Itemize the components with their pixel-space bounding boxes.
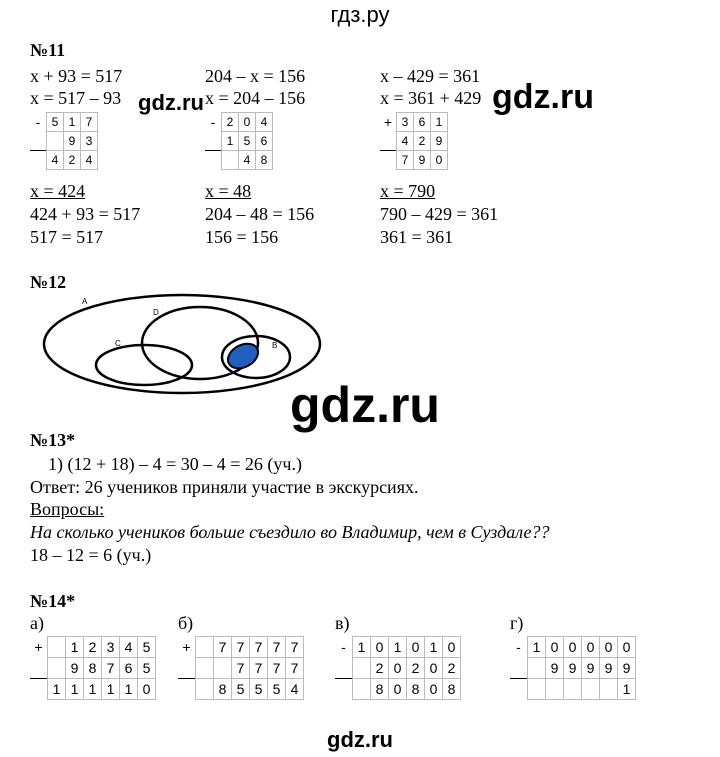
digit-cell	[48, 637, 66, 658]
digit-cell	[48, 658, 66, 679]
digit-cell: 5	[138, 658, 156, 679]
label-a: A	[82, 297, 88, 306]
digit-cell: 7	[268, 658, 286, 679]
digit-cell: 1	[64, 113, 81, 132]
digit-cell	[564, 679, 582, 700]
digit-cell: 7	[397, 151, 414, 170]
part-g-label: г)	[510, 613, 524, 633]
digit-cell: 4	[239, 151, 256, 170]
digit-cell	[353, 679, 371, 700]
digit-cell: 1	[528, 637, 546, 658]
watermark: gdz.ru	[327, 727, 393, 752]
digit-cell: 9	[66, 658, 84, 679]
minus-sign: -	[35, 114, 41, 130]
digit-cell: 6	[256, 132, 273, 151]
digit-cell	[582, 679, 600, 700]
digit-cell: 0	[443, 637, 461, 658]
check-3-line-2: 361 = 361	[380, 227, 454, 247]
digit-cell	[546, 679, 564, 700]
column-addition-3	[380, 112, 448, 170]
part-a-label: а)	[30, 613, 44, 633]
label-b: B	[272, 341, 278, 350]
column-subtraction-1	[30, 112, 98, 170]
digit-cell: 1	[120, 679, 138, 700]
digit-cell: 7	[214, 637, 232, 658]
digit-cell	[196, 679, 214, 700]
digit-cell: 9	[64, 132, 81, 151]
digit-cell: 3	[102, 637, 120, 658]
digit-cell: 4	[120, 637, 138, 658]
part-v-label: в)	[335, 613, 350, 633]
minus-sign: -	[341, 639, 346, 655]
digit-cell	[47, 132, 64, 151]
digit-cell: 0	[407, 637, 425, 658]
task-14-number: №14*	[30, 591, 76, 611]
digit-cell: 0	[425, 658, 443, 679]
digit-cell: 1	[102, 679, 120, 700]
digit-cell	[528, 658, 546, 679]
digit-cell: 1	[431, 113, 448, 132]
eq-1-line-2: x = 517 – 93	[30, 88, 122, 108]
digit-cell: 2	[407, 658, 425, 679]
digit-cell: 0	[389, 679, 407, 700]
watermark: gdz.ru	[492, 78, 594, 116]
digit-cell: 2	[443, 658, 461, 679]
digit-cell: 4	[397, 132, 414, 151]
column-addition-b	[178, 636, 304, 700]
column-addition-a	[30, 636, 156, 700]
digit-cell: 0	[239, 113, 256, 132]
digit-cell: 9	[431, 132, 448, 151]
digit-cell	[528, 679, 546, 700]
digit-cell: 8	[214, 679, 232, 700]
digit-cell: 4	[47, 151, 64, 170]
digit-cell: 1	[66, 679, 84, 700]
digit-cell: 5	[232, 679, 250, 700]
answer-2: x = 48	[205, 181, 252, 201]
digit-cell: 1	[618, 679, 636, 700]
digit-cell: 5	[250, 679, 268, 700]
digit-cell: 8	[371, 679, 389, 700]
digit-cell: 4	[256, 113, 273, 132]
answer-1: x = 424	[30, 181, 86, 201]
digit-cell	[196, 637, 214, 658]
digit-cell: 0	[425, 679, 443, 700]
digit-cell: 5	[138, 637, 156, 658]
digit-cell: 9	[414, 151, 431, 170]
digit-cell: 8	[443, 679, 461, 700]
digit-cell: 9	[618, 658, 636, 679]
check-2-line-1: 204 – 48 = 156	[205, 204, 315, 224]
digit-cell: 1	[84, 679, 102, 700]
digit-cell: 3	[81, 132, 98, 151]
digit-cell: 5	[268, 679, 286, 700]
eq-1-line-1: x + 93 = 517	[30, 66, 123, 86]
digit-cell: 3	[397, 113, 414, 132]
digit-cell: 2	[414, 132, 431, 151]
digit-cell: 1	[222, 132, 239, 151]
eq-3-line-1: x – 429 = 361	[380, 66, 481, 86]
digit-cell: 0	[371, 637, 389, 658]
check-2-line-2: 156 = 156	[205, 227, 279, 247]
digit-cell: 2	[371, 658, 389, 679]
digit-cell	[196, 658, 214, 679]
solution-line: 1) (12 + 18) – 4 = 30 – 4 = 26 (уч.)	[48, 454, 302, 474]
minus-sign: -	[210, 114, 216, 130]
digit-cell: 7	[232, 658, 250, 679]
plus-sign: +	[34, 639, 43, 655]
digit-cell: 0	[431, 151, 448, 170]
digit-cell: 1	[425, 637, 443, 658]
digit-cell: 7	[250, 637, 268, 658]
digit-cell: 7	[286, 637, 304, 658]
digit-cell: 1	[389, 637, 407, 658]
digit-cell	[600, 679, 618, 700]
label-d: D	[153, 308, 159, 317]
task-13-number: №13*	[30, 430, 76, 450]
page-header: гдз.ру	[330, 2, 390, 27]
column-subtraction-2	[205, 112, 273, 170]
digit-cell: 0	[138, 679, 156, 700]
plus-sign: +	[182, 639, 191, 655]
digit-cell: 0	[582, 637, 600, 658]
label-c: C	[115, 339, 121, 348]
digit-cell: 5	[239, 132, 256, 151]
check-1-line-2: 517 = 517	[30, 227, 104, 247]
digit-cell: 1	[66, 637, 84, 658]
part-b-label: б)	[178, 613, 194, 633]
eq-2-line-2: x = 204 – 156	[205, 88, 306, 108]
digit-cell: 8	[407, 679, 425, 700]
eq-2-line-1: 204 – x = 156	[205, 66, 306, 86]
digit-cell: 4	[81, 151, 98, 170]
questions-heading: Вопросы:	[30, 499, 105, 519]
digit-cell	[353, 658, 371, 679]
check-1-line-1: 424 + 93 = 517	[30, 204, 141, 224]
digit-cell: 7	[232, 637, 250, 658]
digit-cell: 9	[564, 658, 582, 679]
digit-cell: 8	[256, 151, 273, 170]
answer-3: x = 790	[380, 181, 436, 201]
task-12-number: №12	[30, 272, 67, 292]
question-solution: 18 – 12 = 6 (уч.)	[30, 545, 152, 565]
task-11-number: №11	[30, 40, 66, 60]
digit-cell: 0	[600, 637, 618, 658]
digit-cell: 1	[48, 679, 66, 700]
digit-cell	[222, 151, 239, 170]
digit-cell: 7	[250, 658, 268, 679]
digit-cell: 0	[564, 637, 582, 658]
digit-cell: 9	[582, 658, 600, 679]
digit-cell: 2	[222, 113, 239, 132]
answer-line: Ответ: 26 учеников приняли участие в экскурсиях.	[30, 477, 419, 497]
digit-cell	[214, 658, 232, 679]
plus-sign: +	[383, 114, 393, 130]
column-subtraction-v	[335, 636, 461, 700]
digit-cell: 6	[120, 658, 138, 679]
euler-diagram	[30, 290, 330, 402]
digit-cell: 7	[286, 658, 304, 679]
digit-cell: 0	[546, 637, 564, 658]
digit-cell: 9	[546, 658, 564, 679]
digit-cell: 5	[47, 113, 64, 132]
digit-cell: 7	[81, 113, 98, 132]
digit-cell: 2	[64, 151, 81, 170]
minus-sign: -	[516, 639, 521, 655]
digit-cell: 6	[414, 113, 431, 132]
column-subtraction-g	[510, 636, 636, 700]
digit-cell: 0	[389, 658, 407, 679]
question-line: На сколько учеников больше съездило во Владимир, чем в Суздале??	[30, 522, 550, 542]
digit-cell: 8	[84, 658, 102, 679]
digit-cell: 1	[353, 637, 371, 658]
digit-cell: 0	[618, 637, 636, 658]
digit-cell: 7	[102, 658, 120, 679]
watermark: gdz.ru	[290, 377, 440, 433]
digit-cell: 4	[286, 679, 304, 700]
check-3-line-1: 790 – 429 = 361	[380, 204, 499, 224]
watermark: gdz.ru	[138, 90, 204, 115]
digit-cell: 7	[268, 637, 286, 658]
digit-cell: 9	[600, 658, 618, 679]
digit-cell: 2	[84, 637, 102, 658]
eq-3-line-2: x = 361 + 429	[380, 88, 482, 108]
